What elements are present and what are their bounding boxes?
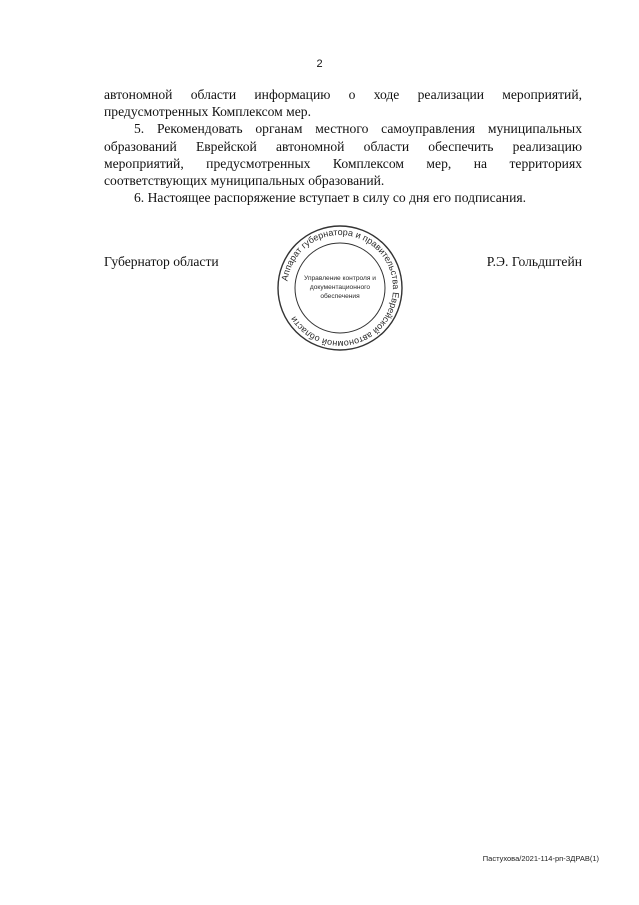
seal-inner-line-1: Управление контроля и <box>304 275 376 282</box>
paragraph-continuation: автономной области информацию о ходе реализации мероприятий, предусмотренных Комплексом мер. <box>104 87 582 120</box>
signatory-name: Р.Э. Гольдштейн <box>486 254 582 269</box>
seal-inner-line-3: обеспечения <box>320 293 360 300</box>
document-reference: Пастухова/2021-114-рп-ЗДРАВ(1) <box>482 854 599 863</box>
document-body <box>104 86 582 206</box>
signatory-title: Губернатор области <box>104 254 219 269</box>
page-number: 2 <box>316 58 323 70</box>
seal-inner-line-2: документационного <box>309 284 371 291</box>
seal-outer-text-path: Аппарат губернатора и правительства Еврейской автономной области <box>279 226 402 350</box>
paragraph-item-5: 5. Рекомендовать органам местного самоуправления муниципальных образований Еврейской автономной области обеспечить реализацию мероприятий, предусмотренных Комплексом мер, на территориях соответствующих муниципальных образований. <box>104 121 582 189</box>
official-seal-stamp <box>276 224 404 352</box>
paragraph-item-6: 6. Настоящее распоряжение вступает в силу со дня его подписания. <box>134 190 527 206</box>
